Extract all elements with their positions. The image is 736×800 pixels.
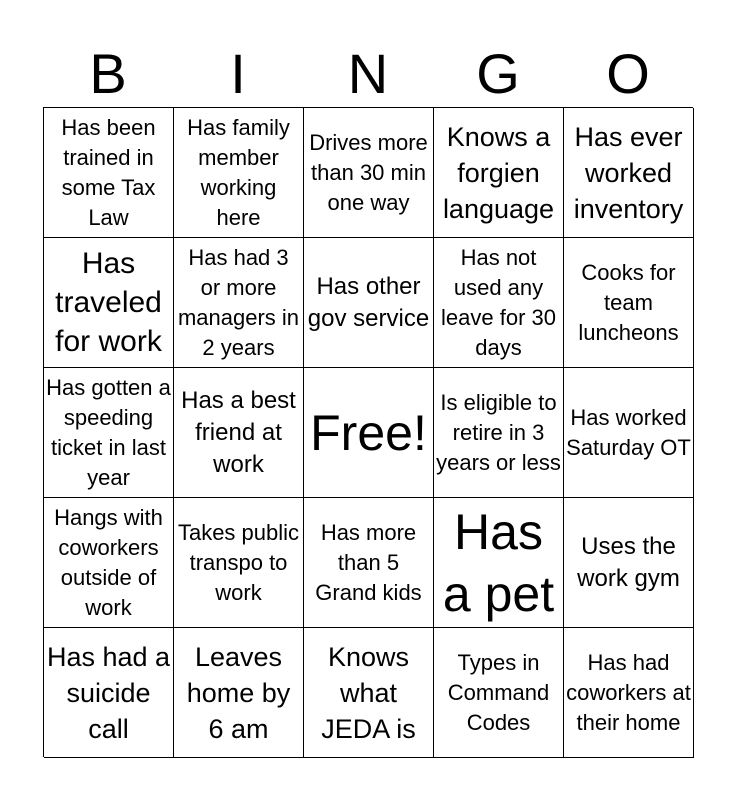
cell-text: Leaves home by 6 am	[186, 641, 291, 744]
bingo-cell[interactable]	[44, 238, 174, 368]
bingo-cell[interactable]	[44, 498, 174, 628]
bingo-cell[interactable]	[44, 368, 174, 498]
cell-text: Has more than 5 Grand kids	[315, 519, 422, 605]
cell-text: Has worked Saturday OT	[566, 404, 691, 460]
bingo-cell[interactable]	[434, 368, 564, 498]
cell-text: Has not used any leave for 30 days	[441, 244, 556, 360]
bingo-cell[interactable]	[564, 498, 694, 628]
cell-text: Types in Command Codes	[447, 649, 550, 735]
bingo-cell-free[interactable]	[304, 368, 434, 498]
cell-text: Has had a suicide call	[46, 641, 171, 744]
header-letter-b: B	[89, 42, 127, 105]
cell-text: Has been trained in some Tax Law	[61, 114, 156, 230]
cell-text: Uses the work gym	[577, 532, 680, 592]
bingo-header	[43, 40, 693, 108]
bingo-cell[interactable]	[434, 628, 564, 758]
cell-text: Takes public transpo to work	[177, 519, 300, 605]
bingo-cell[interactable]	[564, 368, 694, 498]
cell-text: Has a best friend at work	[181, 386, 296, 478]
bingo-cell[interactable]	[304, 628, 434, 758]
bingo-cell[interactable]	[44, 628, 174, 758]
bingo-cell[interactable]	[174, 238, 304, 368]
cell-text: Hangs with coworkers outside of work	[54, 504, 163, 620]
bingo-cell[interactable]	[174, 628, 304, 758]
cell-text: Knows a forgien language	[442, 121, 555, 224]
bingo-cell[interactable]	[174, 498, 304, 628]
cell-text: Has gotten a speeding ticket in last year	[46, 374, 171, 490]
bingo-cell[interactable]	[174, 108, 304, 238]
bingo-grid	[43, 107, 693, 757]
free-space-text: Free!	[310, 404, 427, 461]
cell-text: Has other gov service	[307, 272, 430, 332]
bingo-cell[interactable]	[44, 108, 174, 238]
cell-text: Has ever worked inventory	[573, 121, 684, 224]
cell-text: Has had coworkers at their home	[566, 649, 691, 735]
bingo-cell[interactable]	[564, 238, 694, 368]
bingo-cell[interactable]	[304, 238, 434, 368]
bingo-cell[interactable]	[304, 108, 434, 238]
bingo-cell[interactable]	[434, 498, 564, 628]
cell-text: Has traveled for work	[55, 247, 162, 358]
bingo-cell[interactable]	[434, 108, 564, 238]
cell-text: Has family member working here	[187, 114, 290, 230]
bingo-cell[interactable]	[564, 628, 694, 758]
cell-text: Is eligible to retire in 3 years or less	[436, 389, 561, 475]
cell-text: Has a pet	[442, 503, 555, 622]
header-letter-i: I	[230, 42, 246, 105]
bingo-cell[interactable]	[434, 238, 564, 368]
cell-text: Has had 3 or more managers in 2 years	[177, 244, 300, 360]
bingo-cell[interactable]	[564, 108, 694, 238]
bingo-cell[interactable]	[174, 368, 304, 498]
header-letter-g: G	[476, 42, 520, 105]
cell-text: Drives more than 30 min one way	[309, 129, 428, 215]
cell-text: Knows what JEDA is	[321, 641, 416, 744]
header-letter-o: O	[606, 42, 650, 105]
cell-text: Cooks for team luncheons	[578, 259, 679, 345]
header-letter-n: N	[347, 42, 389, 105]
bingo-cell[interactable]	[304, 498, 434, 628]
